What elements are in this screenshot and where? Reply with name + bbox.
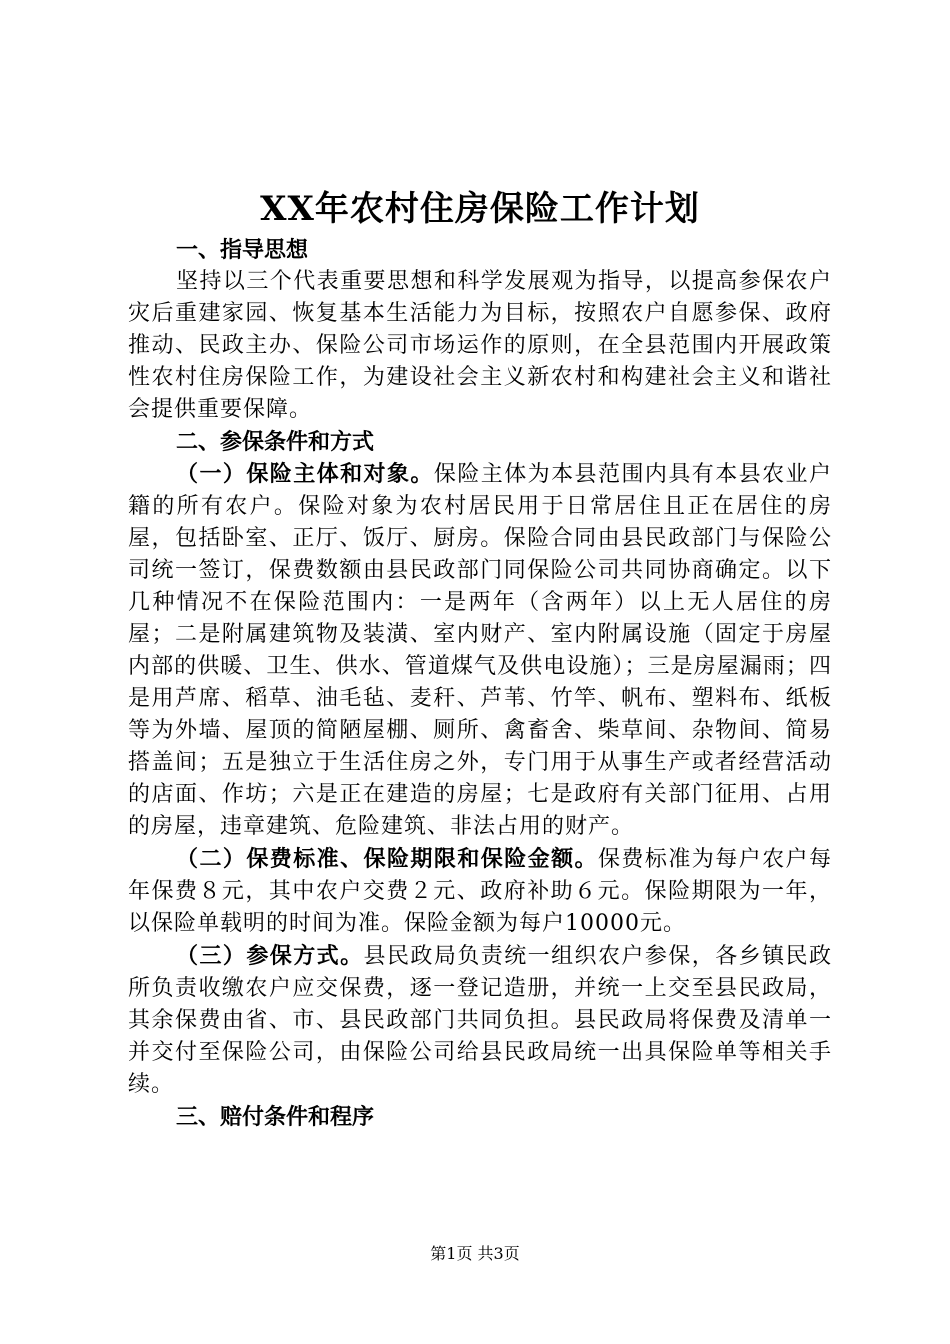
paragraph-premium-standards: [128, 843, 832, 940]
document-title: XX年农村住房保险工作计划: [260, 189, 700, 229]
paragraph-body: 县民政局负责统一组织农户参保，各乡镇民政所负责收缴农户应交保费，逐一登记造册，并统一上交至县民政局，其余保费由省、市、县民政部门共同负担。县民政局将保费及清单一并交付至保险公司，由保险公司给县民政局统一出具保险单等相关手续。: [128, 944, 832, 1097]
section-heading-enrollment: 二、参保条件和方式: [176, 429, 375, 455]
document-page: [128, 186, 832, 1133]
page-footer: 第1页 共3页: [430, 1244, 520, 1263]
paragraph-body: 保费标准为每户农户每年保费８元，其中农户交费２元、政府补助６元。保险期限为一年，以保险单载明的时间为准。保险金额为每户10000元。: [128, 847, 832, 936]
paragraph-lead: （一）保险主体和对象。: [176, 461, 434, 487]
paragraph-insured-subjects: [128, 458, 832, 843]
section-heading-compensation: 三、赔付条件和程序: [176, 1104, 375, 1130]
section-heading-guiding-ideology: 一、指导思想: [176, 237, 309, 263]
paragraph-guiding-ideology: 坚持以三个代表重要思想和科学发展观为指导，以提高参保农户灾后重建家园、恢复基本生活能力为目标，按照农户自愿参保、政府推动、民政主办、保险公司市场运作的原则，在全县范围内开展政策性农村住房保险工作，为建设社会主义新农村和构建社会主义和谐社会提供重要保障。: [128, 269, 832, 422]
paragraph-lead: （三）参保方式。: [176, 943, 364, 969]
paragraph-enrollment-method: [128, 940, 832, 1101]
paragraph-body: 保险主体为本县范围内具有本县农业户籍的所有农户。保险对象为农村居民用于日常居住且正在居住的房屋，包括卧室、正厅、饭厅、厨房。保险合同由县民政部门与保险公司统一签订，保费数额由县民政部门同保险公司共同协商确定。以下几种情况不在保险范围内：一是两年（含两年）以上无人居住的房屋；二是附属建筑物及装潢、室内财产、室内附属设施（固定于房屋内部的供暖、卫生、供水、管道煤气及供电设施）；三是房屋漏雨；四是用芦席、稻草、油毛毡、麦秆、芦苇、竹竿、帆布、塑料布、纸板等为外墙、屋顶的简陋屋棚、厕所、禽畜舍、柴草间、杂物间、简易搭盖间；五是独立于生活住房之外，专门用于从事生产或者经营活动的店面、作坊；六是正在建造的房屋；七是政府有关部门征用、占用的房屋，违章建筑、危险建筑、非法占用的财产。: [128, 462, 832, 839]
paragraph-lead: （二）保费标准、保险期限和保险金额。: [176, 846, 598, 872]
